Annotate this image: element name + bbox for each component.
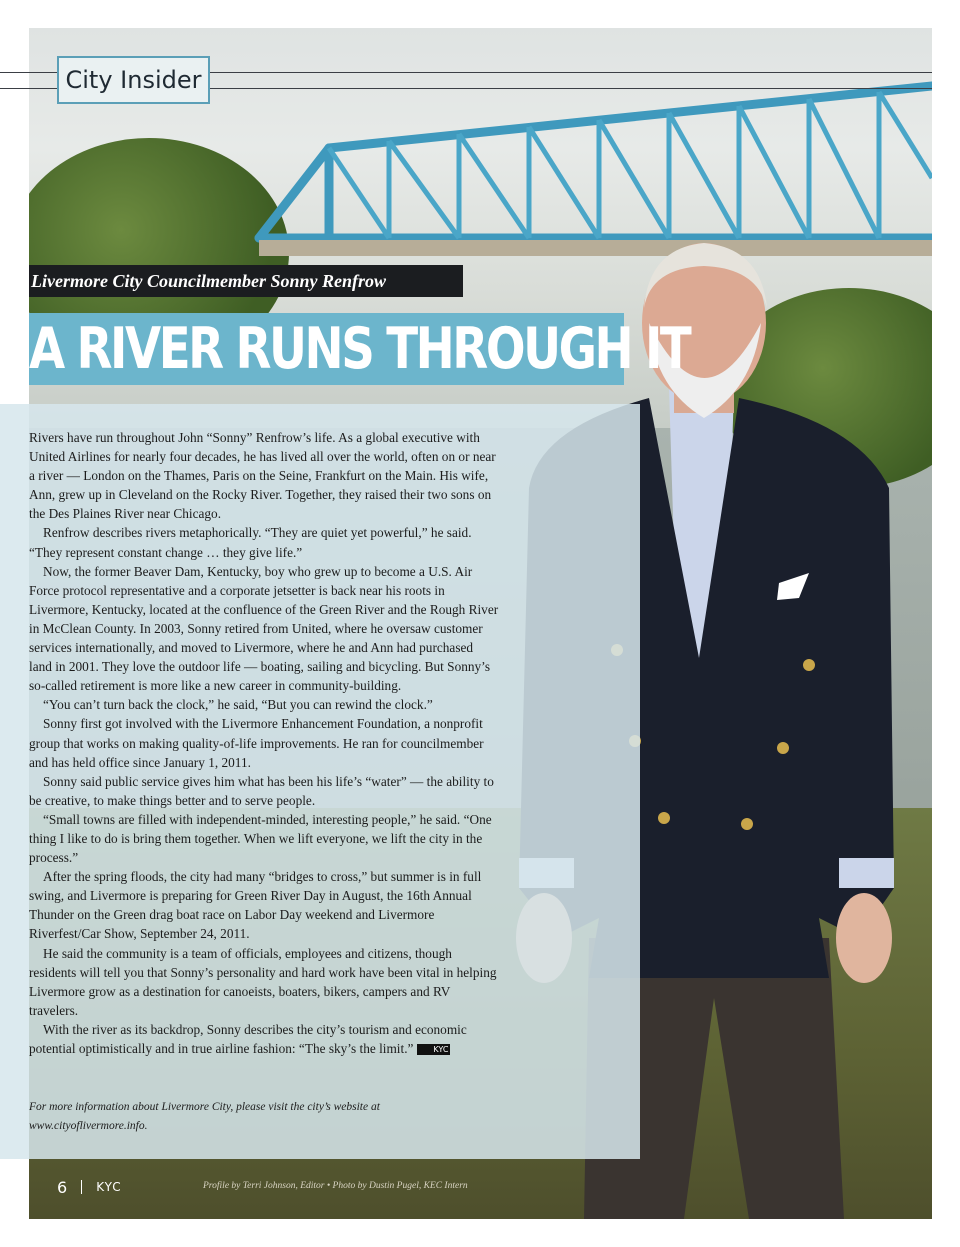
photo-credits: Profile by Terri Johnson, Editor • Photo by Dustin Pugel, KEC Intern [203, 1181, 468, 1191]
header-rule [210, 72, 932, 73]
paragraph: Now, the former Beaver Dam, Kentucky, boy who grew up to become a U.S. Air Force protocol representative and a corporate jetsetter is back near his roots in Livermore, Kentucky, located at the confluence of the Green River and the Rough River in McClean County. In 2003, Sonny retired from United, where he oversaw customer services internationally, and moved to Livermore, where he and Ann had purchased land in 2001. They love the outdoor life — boating, sailing and bicycling. But Sonny’s so-called retirement is more like a new career in community-building. [29, 563, 499, 694]
header-rule [0, 72, 57, 73]
header-rule [210, 88, 932, 89]
article-body [29, 428, 499, 1058]
paragraph: After the spring floods, the city had many “bridges to cross,” but summer is in full swing, and Livermore is preparing for Green River Day in August, the 16th Annual Thunder on the Green drag boat race on Labor Day weekend and Livermore Riverfest/Car Show, September 24, 2011. [29, 869, 482, 942]
end-mark: KYC [417, 1044, 450, 1055]
paragraph-text: With the river as its backdrop, Sonny describes the city’s tourism and economic potential optimistically and in true airline fashion: “The sky’s the limit.” [29, 1021, 467, 1056]
header-rule [0, 88, 57, 89]
paragraph: “Small towns are filled with independent-minded, interesting people,” he said. “One thing I like to do is bring them together. When we lift everyone, we lift the city in the process.” [29, 811, 492, 866]
paragraph: Rivers have run throughout John “Sonny” Renfrow’s life. As a global executive with United Airlines for nearly four decades, he has lived all over the world, often on or near a river — London on the Thames, Paris on the Seine, Frankfurt on the Main. His wife, Ann, grew up in Cleveland on the Rocky River. Together, they raised their two sons on the Des Plaines River near Chicago. [29, 430, 496, 522]
paragraph-last [29, 1020, 499, 1058]
section-label: City Insider [57, 56, 210, 104]
paragraph: He said the community is a team of officials, employees and citizens, though residents will tell you that Sonny’s personality and hard work have been vital in helping Livermore grow as a destination for canoeists, boaters, bikers, campers and RV travelers. [29, 945, 497, 1018]
info-note: For more information about Livermore City, please visit the city’s website at www.cityoflivermore.info. [29, 1101, 380, 1132]
paragraph: Sonny first got involved with the Livermore Enhancement Foundation, a nonprofit group that works on making quality-of-life improvements. He ran for councilmember and has held office since January 1, 2011. [29, 716, 484, 770]
article-headline [29, 313, 690, 385]
footer-divider [81, 1180, 82, 1194]
magazine-name: KYC [96, 1180, 122, 1194]
paragraph: Renfrow describes rivers metaphorically. “They are quiet yet powerful,” he said. “They represent constant change … they give life.” [29, 525, 472, 560]
paragraph: “You can’t turn back the clock,” he said, “But you can rewind the clock.” [43, 697, 433, 713]
article-subtitle: Livermore City Councilmember Sonny Renfrow [29, 265, 463, 297]
page-number: 6 [57, 1177, 68, 1197]
paragraph: Sonny said public service gives him what has been his life’s “water” — the ability to be creative, to make things better and to serve people. [29, 773, 494, 808]
headline-text: A RIVER RUNS THROUGH IT [29, 316, 690, 382]
page-footer [57, 1176, 122, 1198]
